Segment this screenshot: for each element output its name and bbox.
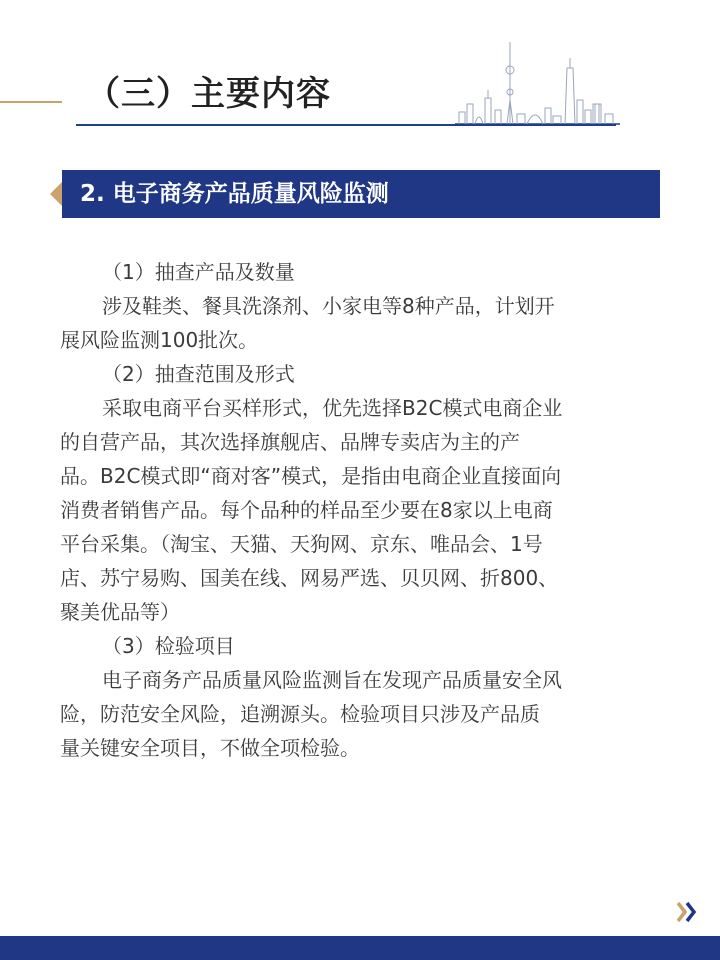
paragraph-line: 量关键安全项目，不做全项检验。 (60, 736, 360, 760)
paragraph-line: 消费者销售产品。每个品种的样品至少要在8家以上电商 (60, 498, 553, 522)
header-accent-line (0, 101, 62, 103)
paragraph-line: 店、苏宁易购、国美在线、网易严选、贝贝网、折800、 (60, 566, 559, 590)
paragraph-line: 险，防范安全风险，追溯源头。检验项目只涉及产品质 (60, 702, 540, 726)
page-title: （三）主要内容 (86, 74, 331, 114)
paragraph-line: 采取电商平台买样形式，优先选择B2C模式电商企业 (102, 396, 563, 420)
city-skyline-icon (455, 40, 620, 126)
subheading-sample-scope: （2）抽查范围及形式 (102, 362, 295, 386)
content-body (60, 255, 660, 765)
subheading-sample-products: （1）抽查产品及数量 (102, 260, 295, 284)
double-chevron-right-icon[interactable] (676, 900, 698, 924)
footer-bar (0, 936, 720, 960)
section-banner-tab (50, 182, 62, 206)
paragraph-line: 品。B2C模式即“商对客”模式，是指由电商企业直接面向 (60, 464, 562, 488)
paragraph-line: 的自营产品，其次选择旗舰店、品牌专卖店为主的产 (60, 430, 520, 454)
paragraph-line: 聚美优品等） (60, 600, 180, 624)
paragraph-line: 展风险监测100批次。 (60, 328, 259, 352)
paragraph-line: 电子商务产品质量风险监测旨在发现产品质量安全风 (102, 668, 562, 692)
paragraph-line: 涉及鞋类、餐具洗涤剂、小家电等8种产品，计划开 (102, 294, 555, 318)
section-heading: 2. 电子商务产品质量风险监测 (62, 170, 660, 218)
paragraph-line: 平台采集。（淘宝、天猫、天狗网、京东、唯品会、1号 (60, 532, 543, 556)
subheading-inspection-items: （3）检验项目 (102, 634, 235, 658)
